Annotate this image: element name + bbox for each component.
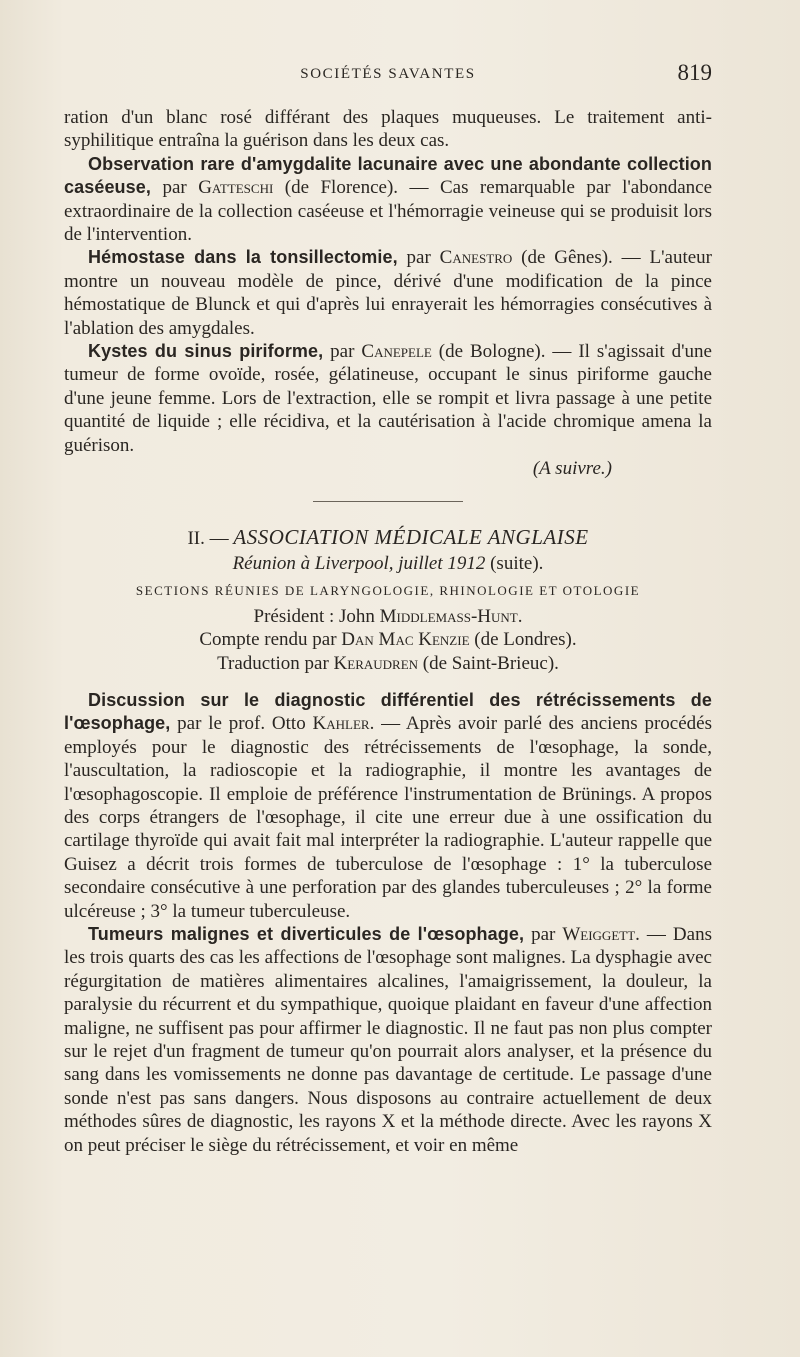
to-be-continued: [64, 457, 712, 480]
sections-line: SECTIONS RÉUNIES DE LARYNGOLOGIE, RHINOLOGIE ET OTOLOGIE: [135, 583, 641, 599]
paragraph-title: Kystes du sinus piriforme,: [88, 341, 324, 362]
translation-label: Traduction par: [217, 652, 334, 674]
translation-line: [64, 652, 712, 675]
paragraph-continuation: ration d'un blanc rosé différant des plaques muqueuses. Le traitement anti-syphilitique entraîna la guérison dans les deux cas.: [64, 107, 712, 152]
section-heading: [64, 526, 712, 550]
report-line: [64, 628, 712, 651]
paragraph-title: Discussion sur le diagnostic différentiel des rétrécissements de l'œsophage,: [64, 689, 712, 734]
paragraph-title: Tumeurs malignes et diverticules de l'œsophage,: [88, 924, 525, 944]
paragraph-body: (de Gênes). — L'auteur montre un nouveau modèle de pince, dérivé d'une modification de la pince hémostatique de Blunck et qui d'après lui enrayerait les hémorragies consécutives à l'ablation des amygdales.: [64, 247, 713, 339]
paragraph-by: par: [323, 341, 362, 363]
paragraph-by: par: [150, 177, 199, 199]
paragraph-tumeurs: [64, 923, 712, 1157]
translation-end: (de Saint-Brieuc).: [418, 652, 559, 674]
running-title: SOCIÉTÉS SAVANTES: [300, 66, 476, 82]
president-end: .: [517, 605, 523, 627]
to-be-continued-text: (A suivre.): [532, 458, 612, 480]
page-number: 819: [677, 60, 712, 85]
paragraph-body: (de Florence). — Cas remarquable par l'abondance extraordinaire de la collection caséeuse et l'hémorragie veineuse qui se produisit lors de l'intervention.: [64, 177, 713, 246]
report-label: Compte rendu par: [199, 629, 342, 651]
paragraph-by: par le prof. Otto: [170, 713, 313, 735]
paragraph-title: Hémostase dans la tonsillectomie,: [88, 247, 398, 268]
author-name: Kahler: [312, 713, 370, 735]
section-divider: [313, 501, 463, 502]
paragraph-amygdalite: [64, 153, 712, 247]
paragraph-body: (de Bologne). — Il s'agissait d'une tumeur de forme ovoïde, rosée, gélatineuse, occupant le sinus piriforme gauche d'une jeune femme. Lors de l'extraction, elle se rompit et livra passage à une petite quantité de liquide ; elle récidiva, et la cautérisation à l'acide chromique amena la guérison.: [64, 341, 712, 456]
paragraph-title: Observation rare d'amygdalite lacunaire avec une abondante collection caséeuse,: [64, 153, 712, 198]
report-name: Dan Mac Kenzie: [341, 629, 470, 651]
section-number: II. —: [187, 527, 234, 549]
report-end: (de Londres).: [469, 629, 577, 651]
paragraph-body: . — Après avoir parlé des anciens procédés employés pour le diagnostic des rétrécissements de l'œsophage, la sonde, l'auscultation, la radioscopie et la radiographie, il montre les avantages de l'œsophagoscopie. Il emploie de préférence l'instrumentation de Brünings. A propos des corps étrangers de l'œsophage, il cite une erreur due à une ossification du cartilage thyroïde qui avait fait mal interpréter la radiographie. L'auteur rappelle que Guisez a décrit trois formes de tuberculose de l'œsophage : 1° la tuberculose secondaire consécutive à une perforation par des glandes tuberculeuses ; 2° la forme ulcéreuse ; 3° la tumeur tuberculeuse.: [64, 713, 712, 922]
meeting-line: [64, 552, 712, 575]
association-title: ASSOCIATION MÉDICALE ANGLAISE: [233, 524, 589, 549]
author-name: Canestro: [439, 247, 513, 269]
president-line: [64, 605, 712, 628]
author-name: Canepele: [361, 341, 432, 363]
president-label: Président : John: [253, 605, 380, 627]
meeting-suite: (suite).: [485, 552, 544, 574]
translation-name: Keraudren: [333, 652, 419, 674]
president-name: Middlemass-Hunt: [379, 605, 518, 627]
paragraph-body: . — Dans les trois quarts des cas les affections de l'œsophage sont malignes. La dysphagie avec régurgitation de matières alimentaires alcalines, l'amaigrissement, la douleur, la paralysie du récurrent et du sympathique, quoique plaidant en faveur d'une affection maligne, ne suffisent pas pour affirmer le diagnostic. Il ne faut pas non plus compter sur le rejet d'un fragment de tumeur qu'on pourrait alors analyser, et la présence du sang dans les vomissements ne donne pas davantage de certitude. Le passage d'une sonde n'est pas sans dangers. Nous disposons au contraire actuellement de deux méthodes sûres de diagnostic, les rayons X et la méthode directe. Avec les rayons X on peut préciser le siège du rétrécissement, et voir en même: [64, 924, 712, 1156]
author-name: Gatteschi: [198, 177, 274, 199]
meeting-place: Réunion à Liverpool, juillet 1912: [232, 552, 486, 574]
paragraph-by: par: [524, 924, 563, 945]
paragraph-kystes: [64, 340, 712, 457]
paragraph-by: par: [397, 247, 440, 269]
paragraph-hemostase: [64, 246, 712, 340]
author-name: Weiggett: [562, 924, 636, 945]
running-head: [64, 60, 712, 94]
paragraph-discussion: [64, 689, 712, 923]
